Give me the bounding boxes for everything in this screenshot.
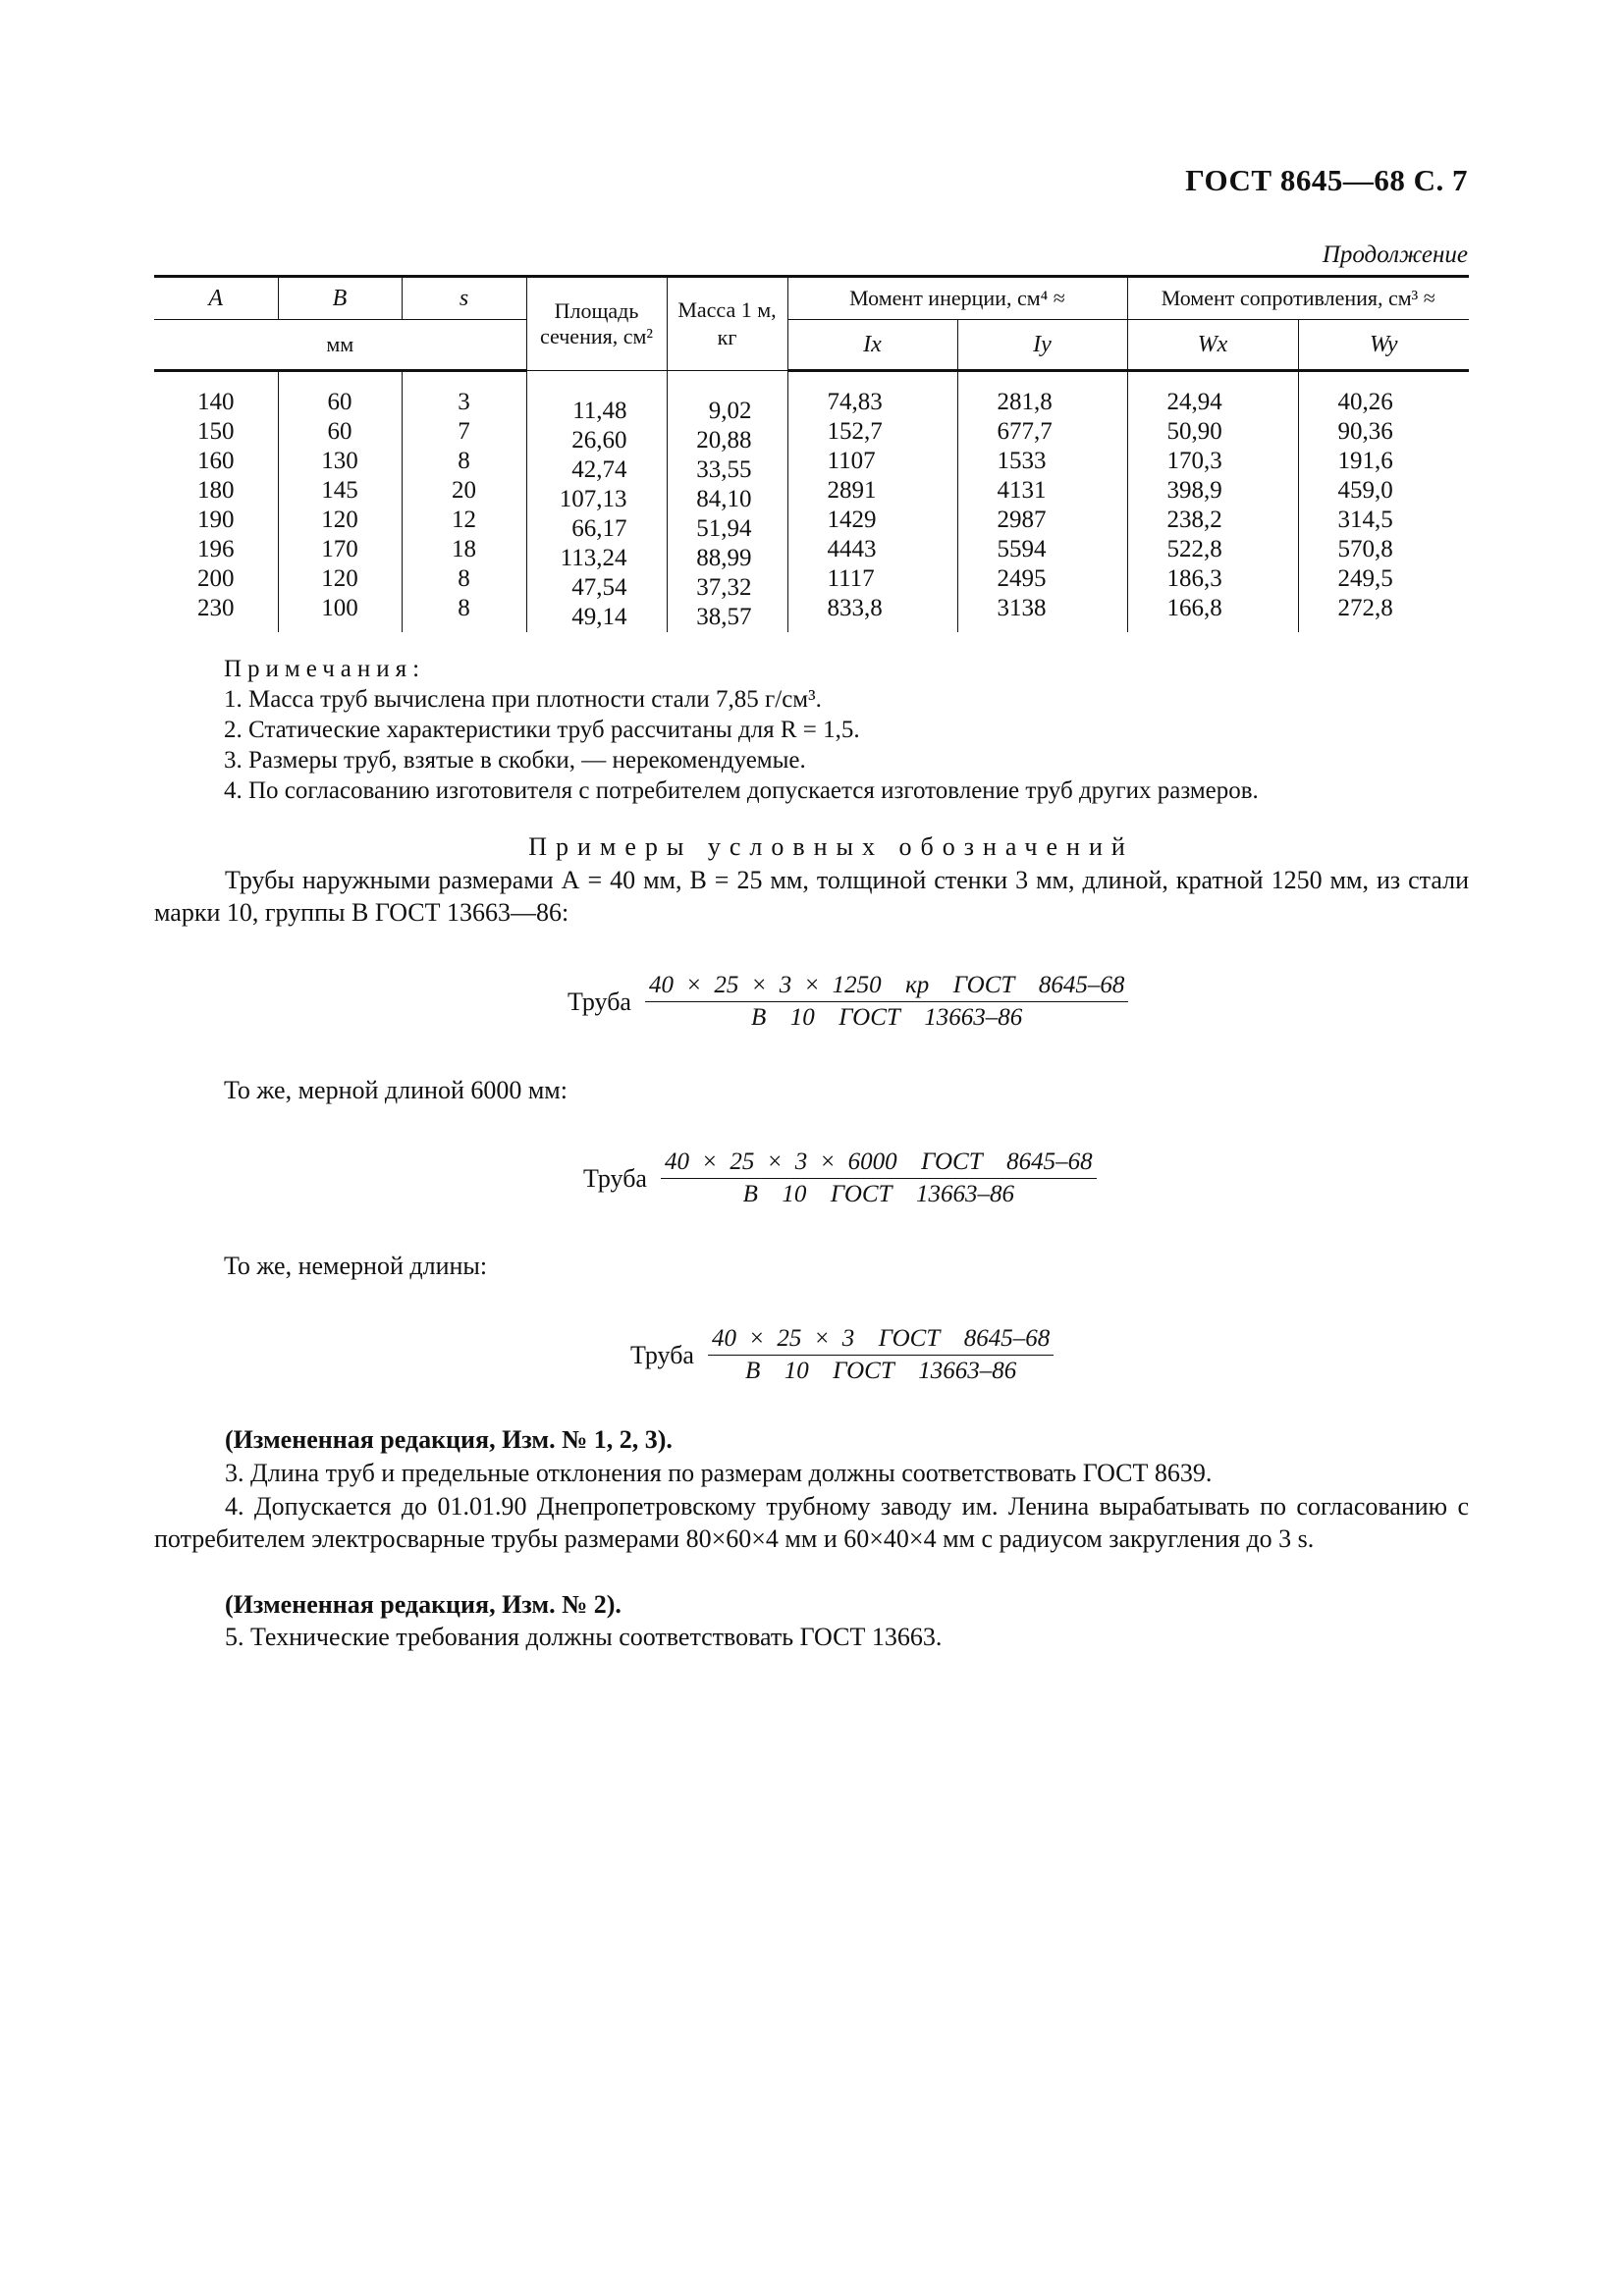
table-cell-area: 42,74 [571, 456, 627, 483]
table-cell-b: 60 [327, 418, 352, 445]
header-mm: мм [154, 320, 526, 371]
notes-title: Примечания: [224, 656, 426, 682]
table-cell-ix: 2891 [827, 477, 877, 504]
formula-word: Труба [630, 1340, 694, 1369]
table-cell-ix: 74,83 [827, 389, 883, 415]
table-cell-area: 47,54 [571, 574, 627, 601]
table-cell-b: 170 [321, 536, 358, 562]
column-mass [668, 371, 787, 632]
table-cell-iy: 2495 [997, 565, 1047, 592]
table-cell-iy: 1533 [997, 448, 1047, 474]
header-area: Площадь сечения, см² [526, 277, 667, 371]
table-cell-area: 26,60 [571, 427, 627, 454]
note-item: 2. Статические характеристики труб рассчитаны для R = 1,5. [224, 717, 860, 743]
table-cell-iy: 2987 [997, 507, 1047, 533]
paragraph-3: 3. Длина труб и предельные отклонения по размерам должны соответствовать ГОСТ 8639. [225, 1459, 1213, 1487]
table-cell-s: 12 [452, 507, 476, 533]
header-a: A [154, 277, 278, 320]
table-cell-mass: 38,57 [696, 604, 752, 630]
table-cell-ix: 833,8 [827, 595, 883, 621]
formula-1 [568, 972, 1128, 1032]
table-cell-wx: 398,9 [1166, 477, 1222, 504]
column-a [154, 372, 278, 623]
table-cell-wy: 570,8 [1337, 536, 1393, 562]
table-cell-s: 8 [458, 448, 470, 474]
table-cell-wx: 50,90 [1166, 418, 1222, 445]
table-cell-b: 100 [321, 595, 358, 621]
table-cell-area: 66,17 [571, 515, 627, 542]
table-cell-a: 140 [197, 389, 235, 415]
table-cell-mass: 51,94 [696, 515, 752, 542]
table-cell-mass: 33,55 [696, 456, 752, 483]
table-cell-wx: 24,94 [1166, 389, 1222, 415]
column-ix [788, 372, 957, 623]
table-cell-ix: 152,7 [827, 418, 883, 445]
column-wx [1128, 372, 1298, 623]
formula-2 [583, 1148, 1097, 1208]
note-item: 3. Размеры труб, взятые в скобки, — нерекомендуемые. [224, 747, 806, 774]
header-wy: Wy [1298, 320, 1469, 371]
table-cell-mass: 9,02 [708, 398, 752, 424]
table-cell-ix: 1117 [827, 565, 875, 592]
table-cell-a: 190 [197, 507, 235, 533]
table-cell-area: 107,13 [559, 486, 627, 512]
column-wy [1299, 372, 1470, 623]
table-cell-area: 113,24 [560, 545, 627, 571]
formula-word: Труба [583, 1163, 647, 1193]
formula-denominator: В 10 ГОСТ 13663–86 [744, 1358, 1017, 1384]
table-cell-mass: 84,10 [696, 486, 752, 512]
table-cell-iy: 5594 [997, 536, 1047, 562]
table-cell-a: 196 [197, 536, 235, 562]
table-cell-wy: 90,36 [1337, 418, 1393, 445]
table-cell-b: 145 [321, 477, 358, 504]
header-ix: Ix [787, 320, 957, 371]
formula-numerator: 40 × 25 × 3 ГОСТ 8645–68 [708, 1325, 1054, 1356]
note-item: 1. Масса труб вычислена при плотности стали 7,85 г/см³. [224, 686, 822, 713]
table-cell-wy: 40,26 [1337, 389, 1393, 415]
column-b [279, 372, 402, 623]
table-cell-s: 3 [458, 389, 470, 415]
header-resistance: Момент сопротивления, см³ ≈ [1127, 277, 1469, 320]
formula-numerator: 40 × 25 × 3 × 6000 ГОСТ 8645–68 [661, 1148, 1097, 1179]
table-cell-wy: 249,5 [1337, 565, 1393, 592]
table-cell-mass: 37,32 [696, 574, 752, 601]
table-cell-a: 200 [197, 565, 235, 592]
table-cell-area: 11,48 [572, 398, 627, 424]
pipe-dimensions-table [154, 275, 1469, 632]
table-cell-a: 160 [197, 448, 235, 474]
edit-note-2: (Измененная редакция, Изм. № 2). [225, 1590, 622, 1619]
table-cell-wx: 522,8 [1166, 536, 1222, 562]
notes-section [224, 654, 1259, 806]
table-cell-ix: 4443 [827, 536, 877, 562]
table-cell-iy: 281,8 [997, 389, 1053, 415]
table-cell-ix: 1107 [827, 448, 876, 474]
table-cell-a: 150 [197, 418, 235, 445]
formula-3 [630, 1325, 1054, 1385]
table-cell-b: 130 [321, 448, 358, 474]
table-cell-s: 8 [458, 595, 470, 621]
table-cell-s: 8 [458, 565, 470, 592]
table-cell-iy: 3138 [997, 595, 1047, 621]
table-cell-mass: 20,88 [696, 427, 752, 454]
table-cell-s: 18 [452, 536, 476, 562]
column-s [403, 372, 526, 623]
table-cell-iy: 677,7 [997, 418, 1053, 445]
table-cell-a: 230 [197, 595, 235, 621]
table-cell-s: 7 [458, 418, 470, 445]
table-cell-wy: 459,0 [1337, 477, 1393, 504]
table-cell-wx: 186,3 [1166, 565, 1222, 592]
examples-title: Примеры условных обозначений [528, 832, 1134, 861]
table-cell-wx: 166,8 [1166, 595, 1222, 621]
table-cell-ix: 1429 [827, 507, 877, 533]
examples-intro: Трубы наружными размерами А = 40 мм, В = 25 мм, толщиной стенки 3 мм, длиной, кратной 1250 мм, из стали марки 10, группы В ГОСТ 13663—86: [154, 866, 1469, 927]
page-header: ГОСТ 8645—68 С. 7 [1185, 163, 1468, 197]
table-cell-b: 120 [321, 565, 358, 592]
formula-word: Труба [568, 987, 631, 1016]
table-cell-area: 49,14 [571, 604, 627, 630]
table-cell-s: 20 [452, 477, 476, 504]
formula-numerator: 40 × 25 × 3 × 1250 кр ГОСТ 8645–68 [645, 972, 1128, 1002]
table-cell-wx: 170,3 [1166, 448, 1222, 474]
continuation-label: Продолжение [1322, 241, 1468, 268]
paragraph-4: 4. Допускается до 01.01.90 Днепропетровскому трубному заводу им. Ленина вырабатывать по согласованию с потребителем электросварные трубы размерами 80×60×4 мм и 60×40×4 мм с радиусом закругления до 3 s. [154, 1492, 1469, 1553]
table-cell-wx: 238,2 [1166, 507, 1222, 533]
table-cell-a: 180 [197, 477, 235, 504]
header-iy: Iy [957, 320, 1127, 371]
table-cell-wy: 314,5 [1337, 507, 1393, 533]
formula-denominator: В 10 ГОСТ 13663–86 [742, 1181, 1014, 1207]
measured-length-text: То же, мерной длиной 6000 мм: [224, 1076, 568, 1104]
table-cell-wy: 272,8 [1337, 595, 1393, 621]
header-s: s [402, 277, 526, 320]
column-iy [958, 372, 1127, 623]
note-item: 4. По согласованию изготовителя с потребителем допускается изготовление труб других размеров. [224, 777, 1259, 804]
unmeasured-length-text: То же, немерной длины: [224, 1252, 488, 1280]
table-cell-mass: 88,99 [696, 545, 752, 571]
table-cell-b: 60 [327, 389, 352, 415]
header-wx: Wx [1127, 320, 1298, 371]
column-area [527, 371, 667, 632]
formula-denominator: В 10 ГОСТ 13663–86 [751, 1004, 1023, 1031]
table-cell-wy: 191,6 [1337, 448, 1393, 474]
header-b: B [278, 277, 402, 320]
table-cell-iy: 4131 [997, 477, 1047, 504]
header-mass: Масса 1 м, кг [667, 277, 787, 371]
header-inertia: Момент инерции, см⁴ ≈ [787, 277, 1127, 320]
table-cell-b: 120 [321, 507, 358, 533]
paragraph-5: 5. Технические требования должны соответствовать ГОСТ 13663. [225, 1623, 943, 1651]
edit-note-1: (Измененная редакция, Изм. № 1, 2, 3). [225, 1425, 673, 1454]
